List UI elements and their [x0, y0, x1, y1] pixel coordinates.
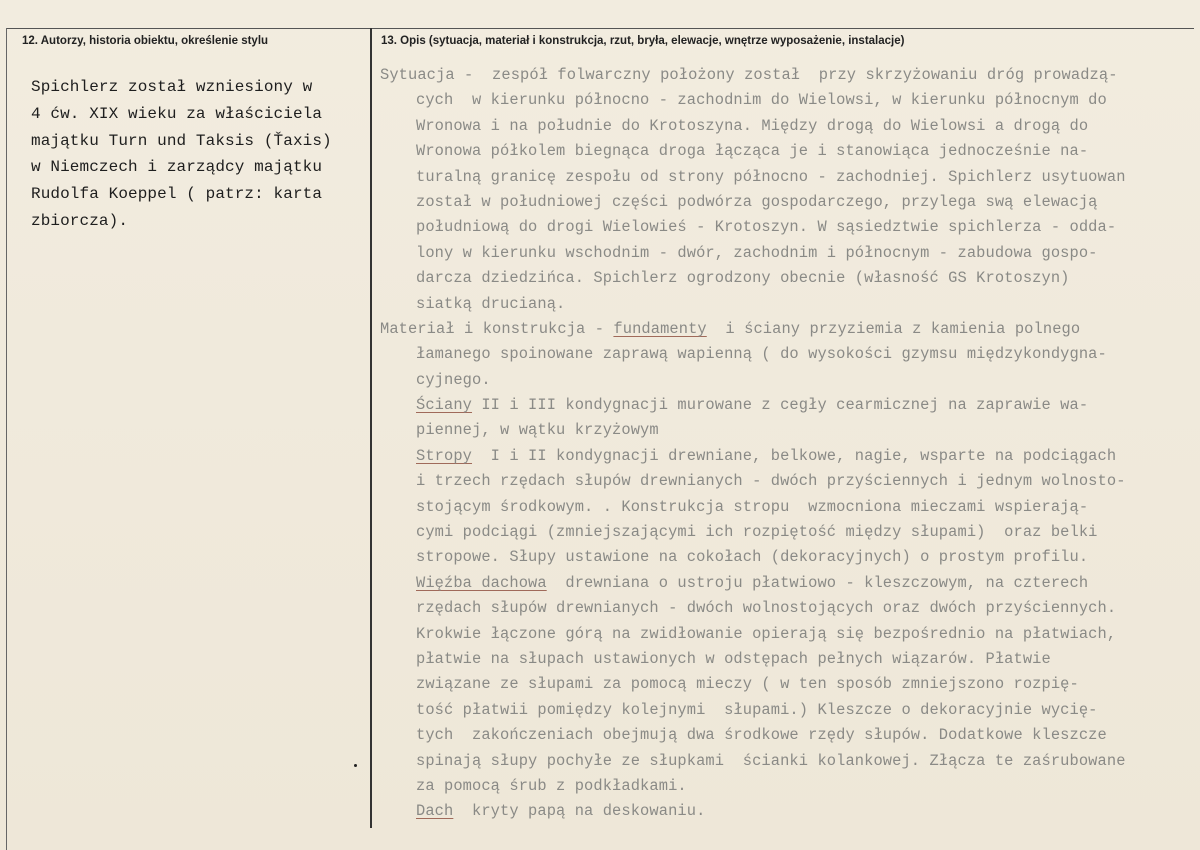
description-line: [380, 698, 1195, 723]
description-line: [380, 749, 1195, 774]
description-line: [380, 342, 1195, 367]
description-line: [380, 571, 1195, 596]
description-line: [380, 545, 1195, 570]
section-12-heading: 12. Autorzy, historia obiektu, określenie stylu: [22, 35, 269, 47]
description-line: [380, 114, 1195, 139]
description-line: [380, 292, 1195, 317]
underlined-term: Ściany: [416, 396, 473, 415]
description-segment: stojącym środkowym. . Konstrukcja stropu wzmocniona mieczami wspierają-: [416, 497, 1089, 516]
description-segment: tość płatwii pomiędzy kolejnymi słupami.) Kleszcze o dekoracyjnie wycię-: [416, 700, 1098, 719]
description-line: [380, 88, 1195, 113]
description-segment: Materiał i konstrukcja -: [380, 319, 614, 338]
description-segment: Sytuacja - zespół folwarczny położony został przy skrzyżowaniu dróg prowadzą-: [380, 66, 1118, 84]
description-segment: Wronowa i na południe do Krotoszyna. Między drogą do Wielowsi a drogą do: [416, 116, 1089, 135]
description-segment: południową do drogi Wielowieś - Krotoszyn. W sąsiedztwie spichlerza - odda-: [416, 218, 1117, 237]
description-segment: II i III kondygnacji murowane z cegły cearmicznej na zaprawie wa-: [472, 396, 1089, 415]
description-line: [380, 317, 1195, 342]
description-line: [380, 165, 1195, 190]
description-segment: został w południowej części podwórza gospodarczego, przylega swą elewacją: [416, 192, 1098, 211]
description-segment: tych zakończeniach obejmują dwa środkowe rzędy słupów. Dodatkowe kleszcze: [416, 726, 1107, 745]
description-segment: lony w kierunku wschodnim - dwór, zachodnim i północnym - zabudowa gospo-: [416, 243, 1098, 262]
underlined-term: fundamenty: [613, 319, 707, 338]
top-rule: [6, 28, 1194, 29]
description-segment: Wronowa półkolem biegnąca droga łącząca je i stanowiąca jednocześnie na-: [416, 142, 1089, 161]
description-line: [380, 469, 1195, 494]
description-line: [380, 596, 1195, 621]
description-line: [380, 444, 1195, 469]
description-segment: spinają słupy pochyłe ze słupkami ścianki kolankowej. Złącza te zaśrubowane: [416, 751, 1126, 770]
description-line: [380, 139, 1195, 164]
description-line: [380, 215, 1195, 240]
section-13-heading: 13. Opis (sytuacja, materiał i konstrukcja, rzut, bryła, elewacje, wnętrze wyposażenie, instalacje): [381, 35, 905, 47]
description-line: [380, 520, 1195, 545]
description-line: [380, 393, 1195, 418]
description-segment: stropowe. Słupy ustawione na cokołach (dekoracyjnych) o prostym profilu.: [416, 548, 1089, 567]
description-line: [380, 190, 1195, 215]
description-line: [380, 495, 1195, 520]
description-segment: łamanego spoinowane zaprawą wapienną ( do wysokości gzymsu międzykondygna-: [416, 345, 1107, 364]
description-segment: i trzech rzędach słupów drewnianych - dwóch przyściennych i jednym wolnosto-: [416, 472, 1126, 491]
description-segment: cych w kierunku północno - zachodnim do Wielowsi, w kierunku północnym do: [416, 91, 1107, 110]
description-segment: za pomocą śrub z podkładkami.: [416, 776, 687, 795]
description-segment: darcza dziedzińca. Spichlerz ogrodzony obecnie (własność GS Krotoszyn): [416, 269, 1070, 288]
description-segment: cymi podciągi (zmniejszającymi ich rozpiętość między słupami) oraz belki: [416, 523, 1098, 542]
description-line: [380, 368, 1195, 393]
description-line: [380, 799, 1195, 824]
description-segment: związane ze słupami za pomocą mieczy ( w ten sposób zmniejszono rozpię-: [416, 675, 1079, 694]
description-line: [380, 647, 1195, 672]
description-line: [380, 622, 1195, 647]
description-segment: płatwie na słupach ustawionych w odstępach pełnych wiązarów. Płatwie: [416, 649, 1051, 668]
column-divider: [370, 28, 372, 828]
description-segment: Krokwie łączone górą na zwidłowanie opierają się bezpośrednio na płatwiach,: [416, 624, 1117, 643]
description-line: [380, 241, 1195, 266]
underlined-term: Dach: [416, 802, 454, 821]
description-segment: rzędach słupów drewnianych - dwóch wolnostojących oraz dwóch przyściennych.: [416, 599, 1117, 618]
description-segment: siatką drucianą.: [416, 294, 566, 313]
description-text: [380, 63, 1195, 825]
left-rule: [6, 28, 7, 850]
description-line: [380, 266, 1195, 291]
description-segment: turalną granicę zespołu od strony północno - zachodniej. Spichlerz usytuowan: [416, 167, 1126, 186]
description-segment: i ściany przyziemia z kamienia polnego: [706, 319, 1081, 338]
description-segment: piennej, w wątku krzyżowym: [416, 421, 659, 440]
description-segment: kryty papą na deskowaniu.: [453, 802, 706, 821]
description-line: [380, 723, 1195, 748]
underlined-term: Stropy: [416, 446, 473, 465]
description-segment: drewniana o ustroju płatwiowo - kleszczowym, na czterech: [546, 573, 1089, 592]
description-segment: cyjnego.: [416, 370, 491, 389]
description-line: [380, 63, 1195, 88]
description-line: [380, 418, 1195, 443]
description-segment: I i II kondygnacji drewniane, belkowe, nagie, wsparte na podciągach: [472, 446, 1117, 465]
description-line: [380, 672, 1195, 697]
description-line: [380, 774, 1195, 799]
underlined-term: Więźba dachowa: [416, 573, 547, 592]
history-text: Spichlerz został wzniesiony w 4 ćw. XIX wieku za właściciela majątku Turn und Taksis (Ťaxis) w Niemczech i zarządcy majątku Rudolfa Koeppel ( patrz: karta zbiorcza).: [31, 78, 332, 230]
ink-dot: [354, 764, 357, 767]
